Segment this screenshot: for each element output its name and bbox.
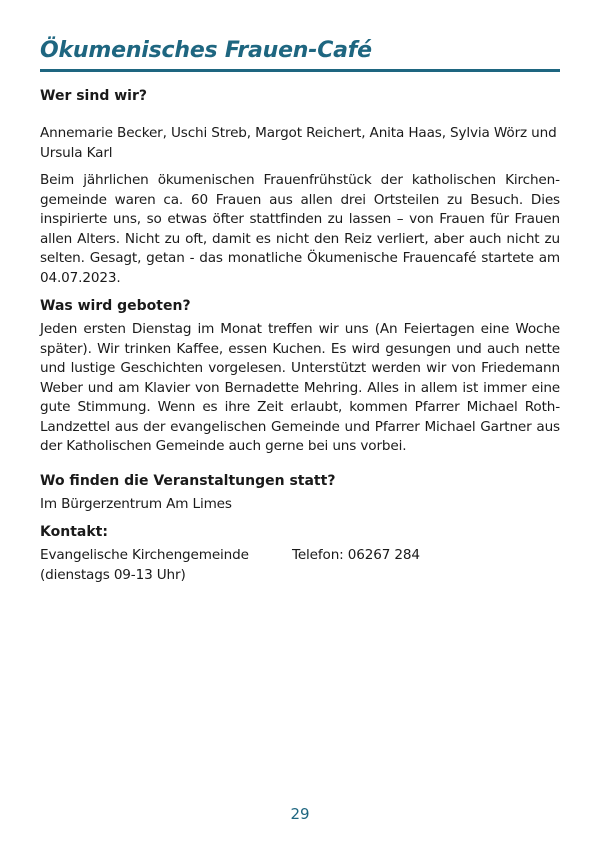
page-content [40, 38, 560, 585]
organizer-names: Annemarie Becker, Uschi Streb, Margot Reichert, Anita Haas, Sylvia Wörz und Ursula Karl [40, 125, 557, 161]
page-title: Ökumenisches Frauen-Café [40, 38, 372, 63]
contact-org-column [40, 546, 292, 585]
who-paragraph: Beim jährlichen ökumenischen Frauenfrühstück der katholischen Kirchengemeinde waren ca. 60 Frauen aus allen drei Ortsteilen zu Besuch. Dies inspirierte uns, so etwas öfter stattfinden zu lassen – von Frauen für Frauen allen Alters. Nicht zu oft, damit es nicht den Reiz verliert, aber auch nicht zu selten. Gesagt, getan - das monatliche Ökumenische Frauencafé startete am 04.07.2023. [40, 172, 560, 286]
section-heading-where: Wo finden die Veranstaltungen statt? [40, 472, 336, 489]
offer-paragraph: Jeden ersten Dienstag im Monat treffen wir uns (An Feiertagen eine Woche später). Wir trinken Kaffee, essen Kuchen. Es wird gesungen und auch nette und lustige Geschichten vorgelesen. Unterstützt werden wir von Friedemann Weber und am Klavier von Bernadette Mehring. Alles in allem ist immer eine gute Stimmung. Wenn es ihre Zeit erlaubt, kommen Pfarrer Michael Roth-Landzettel aus der evangelischen Gemeinde und Pfarrer Michael Gartner aus der Katholischen Gemeinde auch gerne bei uns vorbei. [40, 321, 560, 454]
page-number: 29 [290, 805, 310, 823]
section-heading-contact: Kontakt: [40, 524, 108, 540]
section-heading-offer: Was wird geboten? [40, 298, 191, 314]
contact-phone: Telefon: 06267 284 [292, 547, 420, 563]
section-heading-who: Wer sind wir? [40, 88, 147, 104]
contact-org: Evangelische Kirchengemeinde [40, 547, 249, 563]
contact-block [40, 546, 560, 585]
title-divider [40, 69, 560, 72]
contact-hours: (dienstags 09-13 Uhr) [40, 566, 186, 583]
venue-text: Im Bürgerzentrum Am Limes [40, 495, 232, 512]
